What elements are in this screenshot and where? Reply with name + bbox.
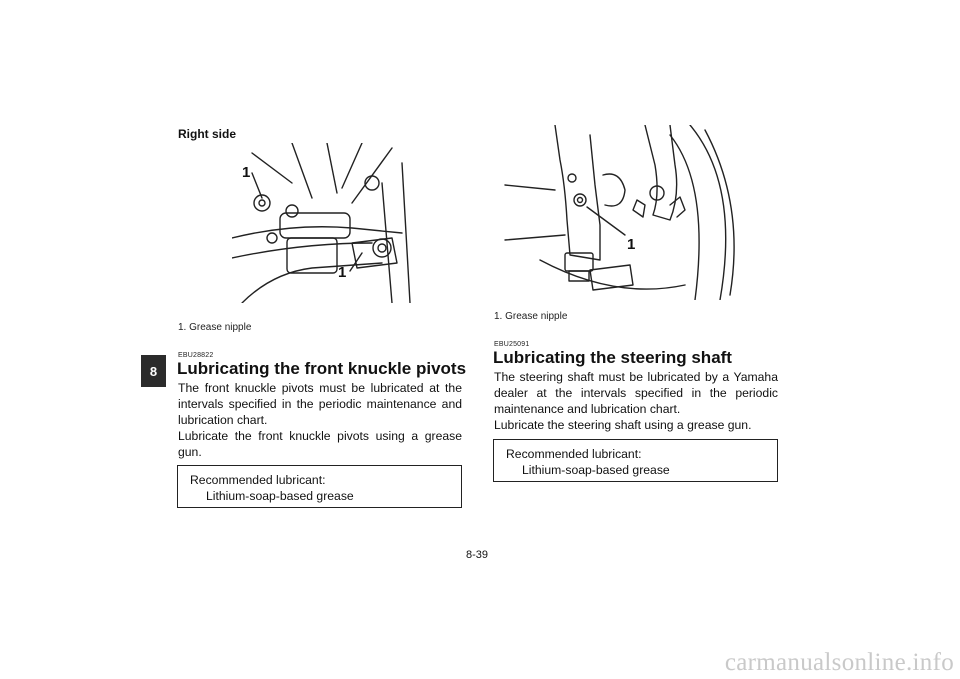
section-body [178, 380, 462, 460]
reference-code: EBU25091 [494, 341, 530, 348]
figure-caption: 1. Grease nipple [494, 311, 568, 322]
body-paragraph: The front knuckle pivots must be lubricated at the intervals specified in the periodic maintenance and lubrication chart. [178, 381, 462, 427]
lubricant-label: Recommended lubricant: [506, 447, 642, 461]
lubricant-label: Recommended lubricant: [190, 473, 326, 487]
section-body [494, 369, 778, 433]
lubricant-value: Lithium-soap-based grease [206, 489, 354, 503]
figure-label-right-side: Right side [178, 127, 237, 141]
knuckle-pivot-illustration [232, 143, 412, 303]
watermark: carmanualsonline.info [724, 649, 954, 676]
body-paragraph: The steering shaft must be lubricated by a Yamaha dealer at the intervals specified in the periodic maintenance and lubrication chart. [494, 370, 778, 416]
callout-1-upper: 1 [242, 164, 251, 181]
steering-shaft-illustration [495, 125, 740, 300]
recommended-lubricant-box [493, 439, 778, 482]
section-heading: Lubricating the front knuckle pivots [177, 359, 467, 378]
body-paragraph: Lubricate the steering shaft using a grease gun. [494, 418, 752, 432]
chapter-tab [141, 355, 166, 387]
recommended-lubricant-box [177, 465, 462, 508]
callout-1-lower: 1 [338, 264, 347, 281]
chapter-number: 8 [149, 363, 158, 379]
body-paragraph: Lubricate the front knuckle pivots using a grease gun. [178, 429, 462, 459]
figure-caption: 1. Grease nipple [178, 322, 252, 333]
lubricant-value: Lithium-soap-based grease [522, 463, 670, 477]
page-number: 8-39 [466, 549, 489, 561]
reference-code: EBU28822 [178, 352, 214, 359]
section-heading: Lubricating the steering shaft [493, 348, 732, 367]
callout-1: 1 [627, 236, 636, 253]
